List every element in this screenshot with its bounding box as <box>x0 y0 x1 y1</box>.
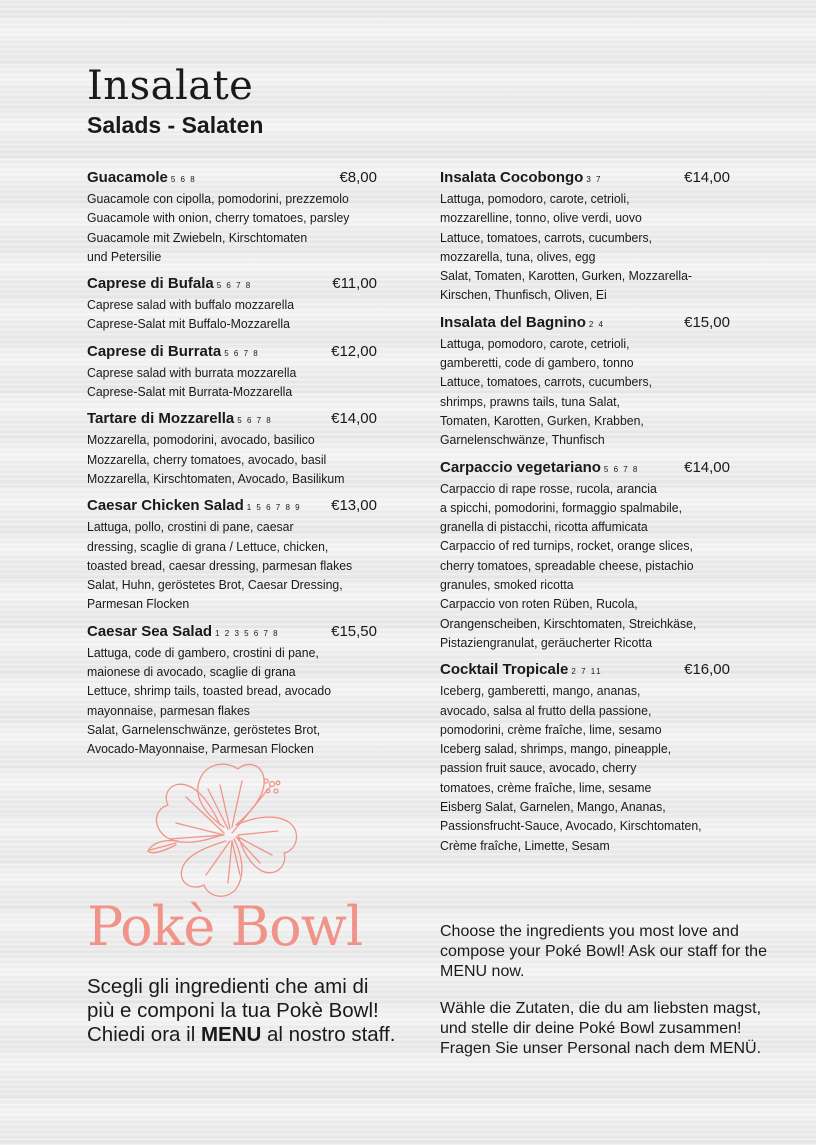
menu-item-description <box>87 363 377 402</box>
allergen-codes: 5 6 8 <box>170 175 197 184</box>
description-line: Lattuce, tomatoes, carrots, cucumbers, <box>440 229 652 245</box>
description-line: Lattuga, pollo, crostini di pane, caesar <box>87 519 294 535</box>
menu-item <box>440 458 730 653</box>
description-line: dressing, scaglie di grana / Lettuce, chicken, <box>87 538 329 554</box>
description-line: mayonnaise, parmesan flakes <box>87 702 250 718</box>
menu-item-header <box>87 496 377 517</box>
description-line: granella di pistacchi, ricotta affumicata <box>440 519 648 535</box>
allergen-codes: 1 5 6 7 8 9 <box>246 503 302 513</box>
description-line: Carpaccio von roten Rüben, Rucola, <box>440 596 638 612</box>
menu-item-header <box>87 168 377 189</box>
poke-bowl-title: Pokè Bowl <box>87 895 363 958</box>
description-line: Lattuce, tomatoes, carrots, cucumbers, <box>440 374 652 390</box>
description-line: Mozzarella, pomodorini, avocado, basilico <box>87 432 315 448</box>
menu-item-name: Guacamole <box>87 169 168 186</box>
description-line: Guacamole mit Zwiebeln, Kirschtomaten <box>87 229 308 245</box>
poke-bowl-text-italian: Scegli gli ingredienti che ami di più e componi la tua Pokè Bowl! Chiedi ora il MENU al nostro staff. <box>87 975 396 1046</box>
description-line: Lattuga, pomodoro, carote, cetrioli, <box>440 335 630 351</box>
page-subtitle: Salads - Salaten <box>87 112 264 138</box>
menu-item <box>87 409 377 488</box>
menu-item-description <box>87 189 377 266</box>
description-line: Mozzarella, Kirschtomaten, Avocado, Basilikum <box>87 470 345 486</box>
menu-item-name: Caprese di Bufala <box>87 275 214 293</box>
description-line: cherry tomatoes, spreadable cheese, pistachio <box>440 557 694 573</box>
allergen-codes: 5 6 7 8 <box>603 464 639 474</box>
menu-item <box>440 313 730 450</box>
menu-item <box>87 496 377 613</box>
allergen-codes: 5 6 7 8 <box>224 348 260 358</box>
menu-keyword: MENU <box>200 1023 262 1046</box>
description-line: und Petersilie <box>87 248 162 264</box>
menu-item <box>440 660 730 855</box>
description-line: Caprese-Salat mit Buffalo-Mozzarella <box>87 316 290 332</box>
menu-item-price: €15,00 <box>684 313 730 331</box>
left-menu-column <box>87 168 377 767</box>
poke-bowl-text-english: Choose the ingredients you most love and compose your Poké Bowl! Ask our staff for the MENU now. <box>440 923 767 980</box>
description-line: Iceberg salad, shrimps, mango, pineapple, <box>440 741 672 757</box>
description-line: mozzarella, tuna, olives, egg <box>440 248 596 264</box>
menu-item-name: Cocktail Tropicale <box>440 661 569 679</box>
description-line: Guacamole with onion, cherry tomatoes, parsley <box>87 210 350 226</box>
menu-item-header <box>87 409 377 430</box>
right-menu-column <box>440 168 730 863</box>
menu-item-price: €14,00 <box>684 169 730 186</box>
description-line: Tomaten, Karotten, Gurken, Krabben, <box>440 412 644 428</box>
menu-item-price: €14,00 <box>684 458 730 476</box>
description-line: Crème fraîche, Limette, Sesam <box>440 837 610 853</box>
menu-item-description <box>440 189 730 305</box>
description-line: Guacamole con cipolla, pomodorini, prezzemolo <box>87 191 349 206</box>
description-line: Garnelenschwänze, Thunfisch <box>440 432 605 448</box>
description-line: toasted bread, caesar dressing, parmesan flakes <box>87 557 353 573</box>
menu-item-name: Caesar Chicken Salad <box>87 497 244 515</box>
menu-item-name: Caprese di Burrata <box>87 342 222 360</box>
description-line: mozzarelline, tonno, olive verdi, uovo <box>440 210 642 226</box>
menu-item-name: Caesar Sea Salad <box>87 622 213 640</box>
description-line: granules, smoked ricotta <box>440 577 574 593</box>
menu-item-header <box>87 622 377 643</box>
menu-item-description <box>440 681 730 855</box>
description-line: Eisberg Salat, Garnelen, Mango, Ananas, <box>440 799 666 815</box>
menu-item <box>87 274 377 334</box>
description-line: gamberetti, code di gambero, tonno <box>440 355 634 371</box>
description-line: Lettuce, shrimp tails, toasted bread, avocado <box>87 683 332 699</box>
allergen-codes: 5 6 7 8 <box>237 416 273 426</box>
description-line: Salat, Tomaten, Karotten, Gurken, Mozzarella- <box>440 268 693 284</box>
menu-keyword: MENU <box>440 963 488 980</box>
description-line: maionese di avocado, scaglie di grana <box>87 664 296 680</box>
description-line: Carpaccio di rape rosse, rucola, arancia <box>440 480 657 496</box>
description-line: Avocado-Mayonnaise, Parmesan Flocken <box>87 741 314 757</box>
menu-item-description <box>440 334 730 450</box>
menu-item-name: Carpaccio vegetariano <box>440 458 601 476</box>
description-line: Lattuga, code di gambero, crostini di pane, <box>87 644 319 660</box>
menu-item-header <box>87 274 377 295</box>
menu-item-price: €12,00 <box>331 342 377 360</box>
description-line: Kirschen, Thunfisch, Oliven, Ei <box>440 287 607 303</box>
description-line: shrimps, prawns tails, tuna Salat, <box>440 393 620 409</box>
menu-item-description <box>87 430 377 488</box>
description-line: Salat, Garnelenschwänze, geröstetes Brot, <box>87 721 321 737</box>
menu-item-description <box>87 295 377 334</box>
menu-keyword: MENÜ <box>709 1040 757 1057</box>
menu-item-price: €15,50 <box>331 622 377 640</box>
menu-item-description <box>87 517 377 613</box>
description-line: Caprese-Salat mit Burrata-Mozzarella <box>87 384 293 400</box>
description-line: Salat, Huhn, geröstetes Brot, Caesar Dressing, <box>87 577 343 593</box>
page-title: Insalate <box>87 63 254 109</box>
menu-item-price: €14,00 <box>331 410 377 428</box>
description-line: Pistaziengranulat, geräucherter Ricotta <box>440 634 653 650</box>
allergen-codes: 2 7 11 <box>571 667 603 677</box>
hibiscus-flower-icon <box>146 755 308 903</box>
poke-bowl-text-german: Wähle die Zutaten, die du am liebsten magst, und stelle dir deine Poké Bowl zusammen! Fragen Sie unser Personal nach dem MENÜ. <box>440 1000 762 1057</box>
menu-item-name: Insalata del Bagnino <box>440 313 586 331</box>
menu-item-description <box>87 643 377 759</box>
menu-item-name: Tartare di Mozzarella <box>87 410 235 428</box>
description-line: avocado, salsa al frutto della passione, <box>440 702 652 718</box>
menu-item-description <box>440 479 730 653</box>
description-line: Mozzarella, cherry tomatoes, avocado, basil <box>87 451 327 467</box>
description-line: Caprese salad with burrata mozzarella <box>87 364 297 380</box>
description-line: passion fruit sauce, avocado, cherry <box>440 760 637 776</box>
menu-item-price: €13,00 <box>331 497 377 515</box>
description-line: pomodorini, crème fraîche, lime, sesamo <box>440 721 662 737</box>
description-line: Carpaccio of red turnips, rocket, orange slices, <box>440 538 693 554</box>
description-line: Orangenscheiben, Kirschtomaten, Streichkäse, <box>440 615 697 631</box>
menu-item <box>87 622 377 759</box>
menu-item-price: €11,00 <box>332 275 377 293</box>
description-line: Passionsfrucht-Sauce, Avocado, Kirschtomaten, <box>440 818 702 834</box>
menu-item <box>440 168 730 305</box>
allergen-codes: 5 6 7 8 <box>216 281 252 291</box>
menu-item <box>87 342 377 402</box>
menu-item-header <box>440 660 730 681</box>
allergen-codes: 1 2 3 5 6 7 8 <box>215 628 280 638</box>
description-line: a spicchi, pomodorini, formaggio spalmabile, <box>440 499 683 515</box>
menu-item-header <box>440 313 730 334</box>
menu-item-name: Insalata Cocobongo <box>440 169 584 186</box>
description-line: Caprese salad with buffalo mozzarella <box>87 297 295 313</box>
description-line: Parmesan Flocken <box>87 596 190 612</box>
description-line: Iceberg, gamberetti, mango, ananas, <box>440 683 641 699</box>
menu-item-header <box>440 168 730 189</box>
allergen-codes: 2 4 <box>588 319 605 329</box>
description-line: Lattuga, pomodoro, carote, cetrioli, <box>440 191 630 206</box>
allergen-codes: 3 7 <box>586 175 602 184</box>
menu-item-price: €16,00 <box>684 661 730 679</box>
menu-item <box>87 168 377 266</box>
menu-item-header <box>87 342 377 363</box>
menu-item-price: €8,00 <box>339 169 377 186</box>
menu-item-header <box>440 458 730 479</box>
description-line: tomatoes, crème fraîche, lime, sesame <box>440 779 652 795</box>
